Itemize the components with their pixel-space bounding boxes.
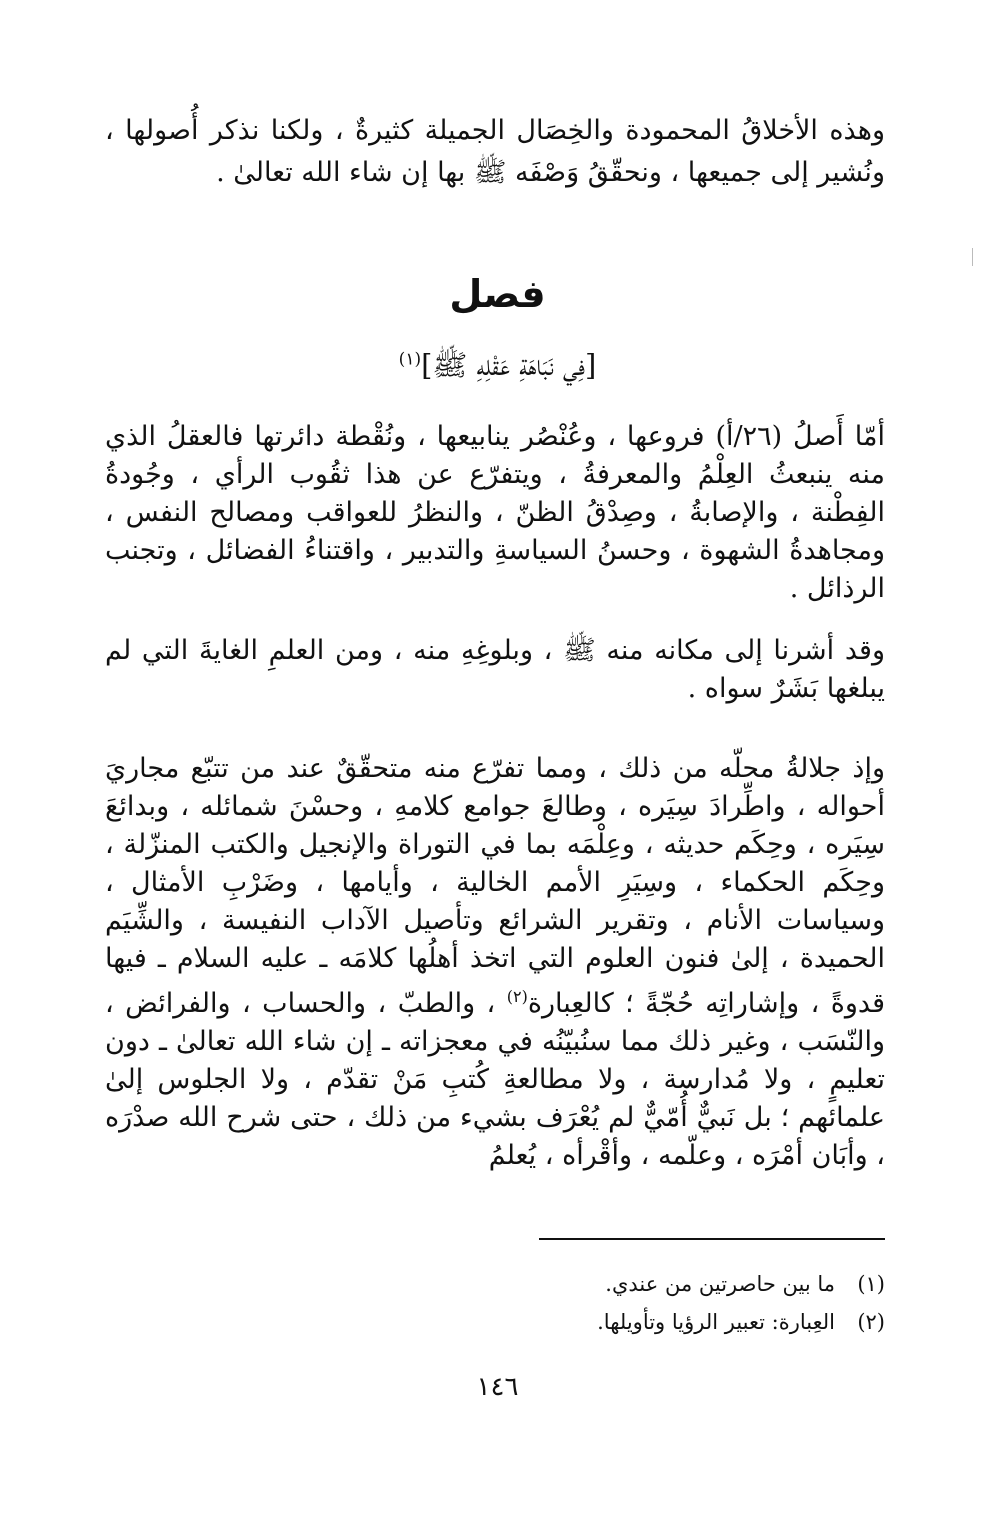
footnote-text: ما بين حاصرتين من عندي. bbox=[605, 1272, 835, 1296]
footnote-number: (٢) bbox=[857, 1310, 885, 1334]
footnote-ref-1: (١) bbox=[398, 349, 422, 370]
footnote-text: العِبارة: تعبير الرؤيا وتأويلها. bbox=[597, 1310, 835, 1334]
subheading-text: [فِي نَبَاهَةِ عَقْلِهِ ﷺ] bbox=[421, 348, 597, 382]
footnote-separator bbox=[539, 1238, 885, 1240]
footnote-number: (١) bbox=[857, 1272, 885, 1296]
paragraph-3-end: ، والطبّ ، والحساب ، والفرائض ، والنّسَب ، وغير ذلك مما سنُبيّنُه في معجزاته ـ إن شاء الله تعالىٰ ـ دون تعليمٍ ، ولا مُدارسة ، ولا مطالعةِ كُتبِ مَنْ تقدّم ، ولا الجلوس إلىٰ علمائهم ؛ بل نَبيٌّ أُمّيٌّ لم يُعْرَف بشيء من ذلك ، حتى شرح الله صدْرَه ، وأبَان أمْرَه ، وعلّمه ، وأقْرأه ، يُعلمُ bbox=[105, 988, 885, 1171]
margin-mark bbox=[972, 248, 973, 266]
footnote-2 bbox=[105, 1303, 885, 1341]
paragraph-1: أمّا أَصلُ (٢٦/أ) فروعها ، وعُنْصُر ينابيعها ، ونُقْطة دائرتها فالعقلُ الذي منه ينبعثُ العِلْمُ والمعرفةُ ، ويتفرّع عن هذا ثقُوب الرأي ، وجُودةُ الفِطْنة ، والإصابةُ ، وصِدْقُ الظنّ ، والنظرُ للعواقب ومصالح النفس ، ومجاهدةُ الشهوة ، وحسنُ السياسةِ والتدبير ، واقتناءُ الفضائل ، وتجنب الرذائل . bbox=[105, 421, 885, 604]
footnote-1 bbox=[105, 1265, 885, 1303]
paragraph-3-start: وإذ جلالةُ محلّه من ذلك ، ومما تفرّع منه متحقّقٌ عند من تتبّع مجاريَ أحواله ، واطِّرادَ سِيَره ، وطالعَ جوامع كلامهِ ، وحسْنَ شمائله ، وبدائعَ سِيَره ، وحِكَم حديثه ، وعِلْمَه بما في التوراة والإنجيل والكتب المنزّلة ، وحِكَم الحكماء ، وسِيَرِ الأمم الخالية ، وأيامها ، وضَرْبِ الأمثال ، وسياسات الأنام ، وتقرير الشرائع وتأصيل الآداب النفيسة ، والشِّيَم الحميدة ، إلىٰ فنون العلوم التي اتخذ أهلُها كلامَه ـ عليه السلام ـ فيها قدوةً ، وإشاراتِه حُجّةً ؛ كالعِبارة bbox=[105, 753, 885, 1019]
footnotes bbox=[105, 1265, 885, 1341]
intro-paragraph: وهذه الأخلاقُ المحمودة والخِصَال الجميلة كثيرةٌ ، ولكنا نذكر أُصولها ، ونُشير إلى جميعها ، ونحقّقُ وَصْفَه ﷺ بها إن شاء الله تعالىٰ . bbox=[105, 115, 885, 188]
footnote-ref-2: (٢) bbox=[506, 987, 528, 1006]
section-heading: فصل bbox=[449, 272, 546, 316]
paragraph-3 bbox=[105, 750, 885, 1175]
paragraph-2: وقد أشرنا إلى مكانه منه ﷺ ، وبلوغِهِ منه ، ومن العلمِ الغايةَ التي لم يبلغها بَشَرٌ سواه . bbox=[105, 635, 885, 704]
section-subheading bbox=[0, 348, 995, 390]
page-number: ١٤٦ bbox=[476, 1372, 519, 1402]
